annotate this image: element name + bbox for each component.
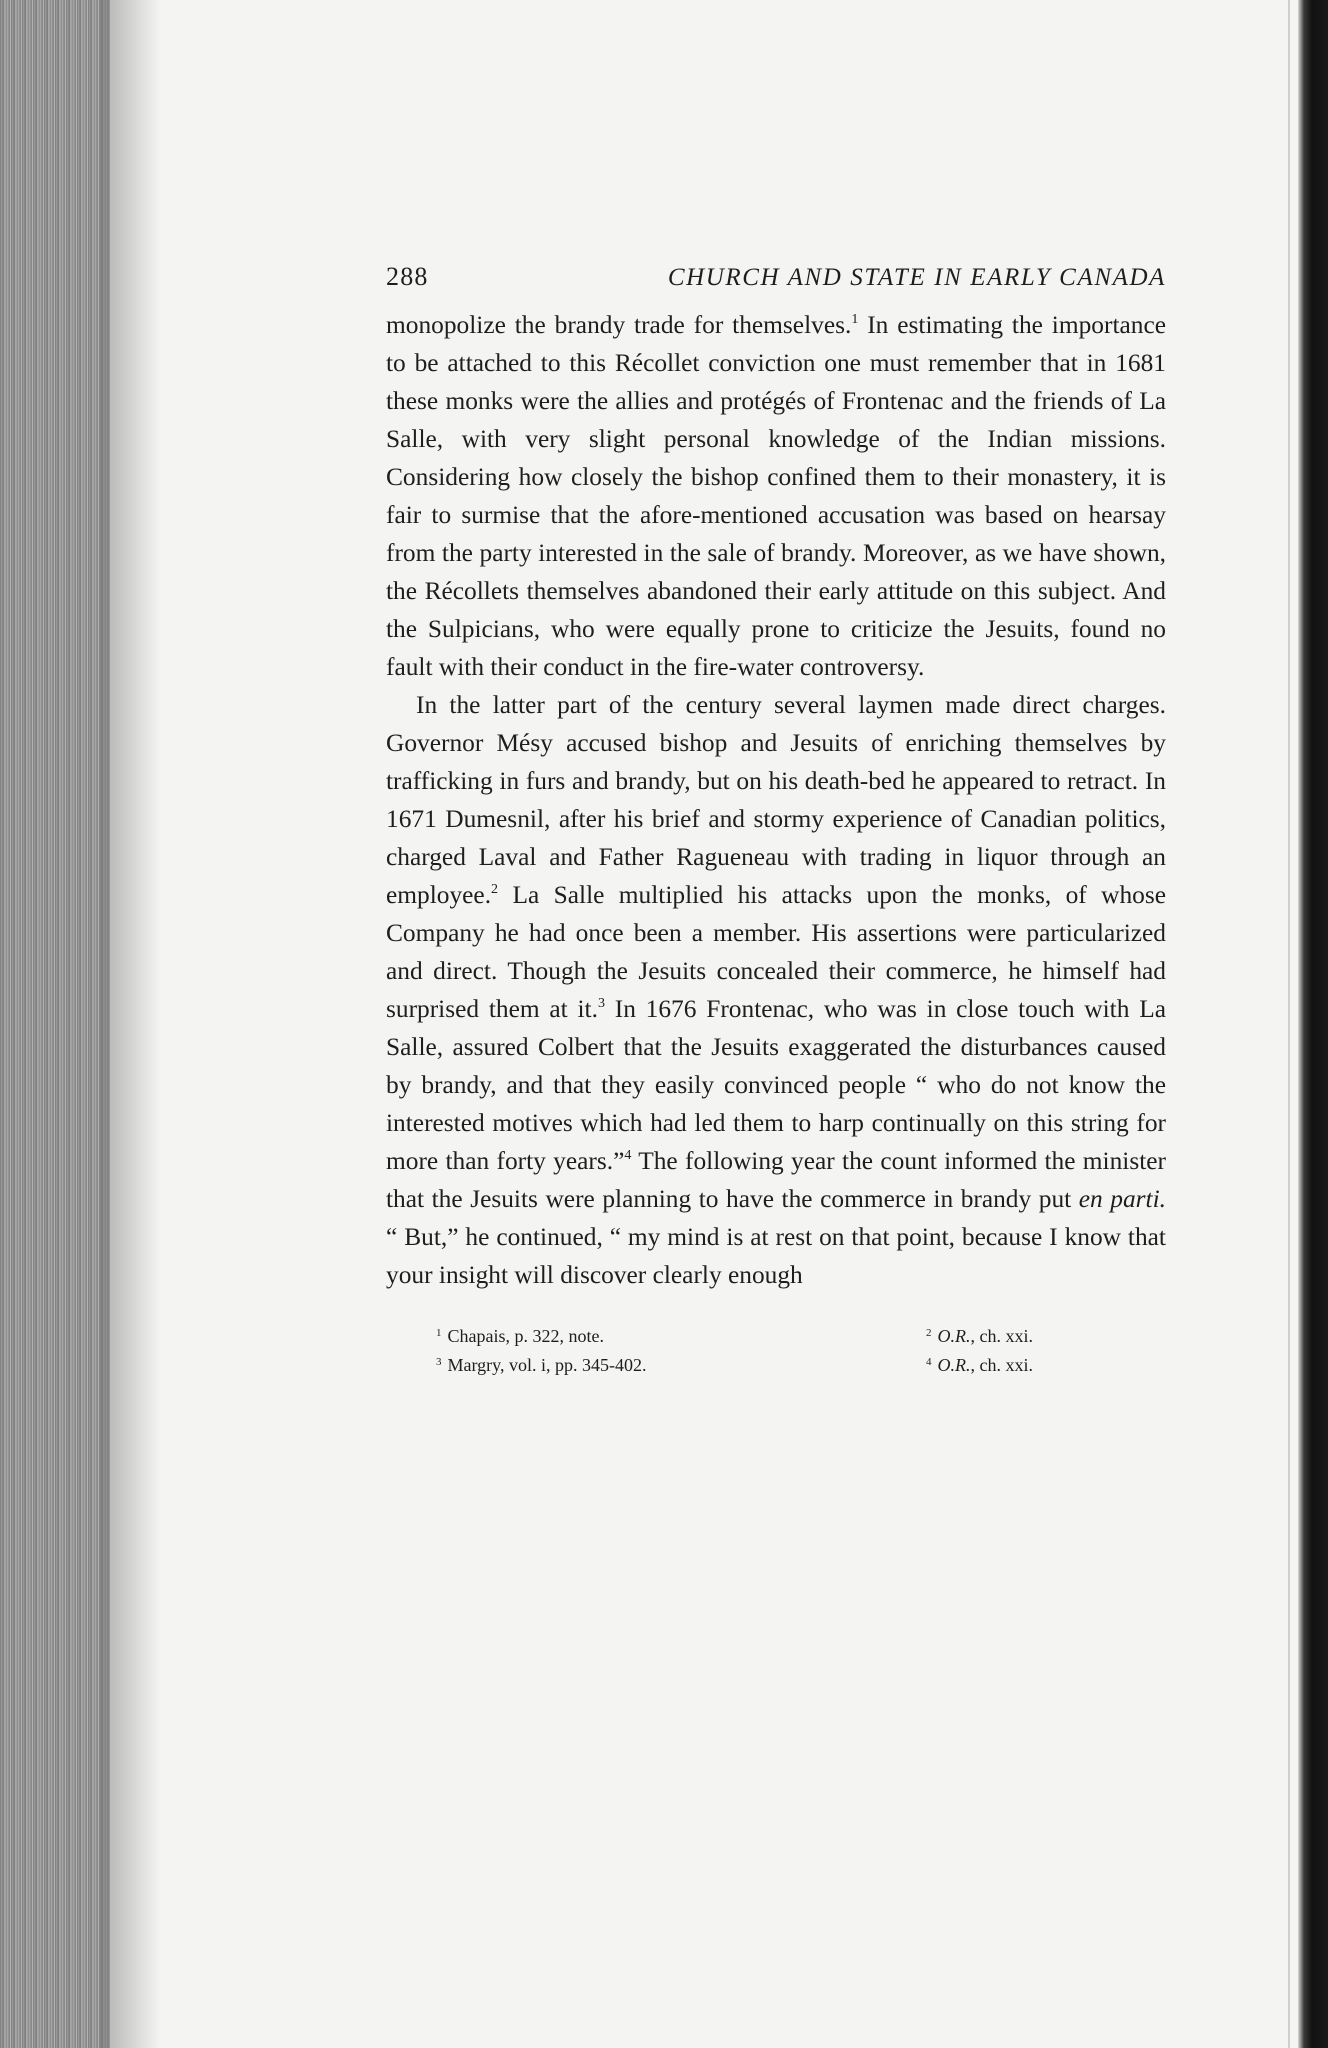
book-page-edges	[0, 0, 110, 2048]
footnotes	[436, 1320, 1096, 1378]
paragraph-2	[386, 686, 1166, 1294]
paragraph-2-italic-en-parti: en parti.	[1078, 1185, 1166, 1213]
gutter-shadow	[100, 0, 160, 2048]
paragraph-2-text-a: In the latter part of the century several laymen made direct charges. Governor Mésy accused bishop and Jesuits of enriching themselves by trafficking in furs and brandy, but on his death-bed he appeared to retract. In 1671 Dumesnil, after his brief and stormy experience of Canadian politics, charged Laval and Father Ragueneau with trading in liquor through an employee.	[386, 691, 1166, 909]
running-head	[386, 262, 1166, 292]
footnote-row-1	[436, 1320, 1096, 1349]
paragraph-2-text-d: The following year the count informed the minister that the Jesuits were planning to have the commerce in brandy put	[386, 1147, 1166, 1213]
paragraph-2-text-c: In 1676 Frontenac, who was in close touch with La Salle, assured Colbert that the Jesuits exaggerated the disturbances caused by brandy, and that they easily convinced people “ who do not know the interested motives which had led them to harp continually on this string for more than forty years.”	[386, 995, 1166, 1175]
footnote-row-2	[436, 1349, 1096, 1378]
footnote-1-text: Chapais, p. 322, note.	[447, 1326, 604, 1346]
paragraph-1-text-a: monopolize the brandy trade for themselves.	[386, 311, 852, 339]
paragraph-1-text-b: In estimating the importance to be attached to this Récollet conviction one must remember that in 1681 these monks were the allies and protégés of Frontenac and the friends of La Salle, with very slight personal knowledge of the Indian missions. Considering how closely the bishop confined them to their monastery, it is fair to surmise that the afore-mentioned accusation was based on hearsay from the party interested in the sale of brandy. Moreover, as we have shown, the Récollets themselves abandoned their early attitude on this subject. And the Sulpicians, who were equally prone to criticize the Jesuits, found no fault with their conduct in the fire-water controversy.	[386, 311, 1167, 681]
paragraph-2-text-b: La Salle multiplied his attacks upon the monks, of whose Company he had once been a member. His assertions were particularized and direct. Though the Jesuits concealed their commerce, he himself had surprised them at it.	[386, 881, 1166, 1023]
footnote-4-text: , ch. xxi.	[970, 1355, 1033, 1375]
footnote-ref-3: 3	[597, 996, 605, 1011]
paragraph-2-text-e: “ But,” he continued, “ my mind is at rest on that point, because I know that your insight will discover clearly enough	[386, 1223, 1166, 1289]
footnote-1	[436, 1320, 604, 1349]
footnote-3	[436, 1349, 646, 1378]
footnote-3-mark: 3	[436, 1356, 442, 1368]
footnote-ref-2: 2	[491, 882, 499, 897]
footnote-1-mark: 1	[436, 1327, 442, 1339]
footnote-4-mark: 4	[926, 1356, 932, 1368]
footnote-2-mark: 2	[926, 1327, 932, 1339]
facing-page-edge	[1288, 0, 1290, 2048]
footnote-2	[926, 1320, 1096, 1349]
footnote-2-text: , ch. xxi.	[970, 1326, 1033, 1346]
running-title: CHURCH AND STATE IN EARLY CANADA	[667, 264, 1166, 291]
book-binding-edge	[1298, 0, 1328, 2048]
footnote-4-italic: O.R.	[937, 1355, 971, 1375]
footnote-4	[926, 1349, 1096, 1378]
footnote-ref-1: 1	[851, 312, 859, 327]
paragraph-1	[386, 306, 1166, 686]
footnote-ref-4: 4	[624, 1148, 632, 1163]
footnote-3-text: Margry, vol. i, pp. 345-402.	[447, 1355, 647, 1375]
page-content	[386, 262, 1166, 1378]
page-number: 288	[386, 262, 429, 291]
footnote-2-italic: O.R.	[937, 1326, 971, 1346]
